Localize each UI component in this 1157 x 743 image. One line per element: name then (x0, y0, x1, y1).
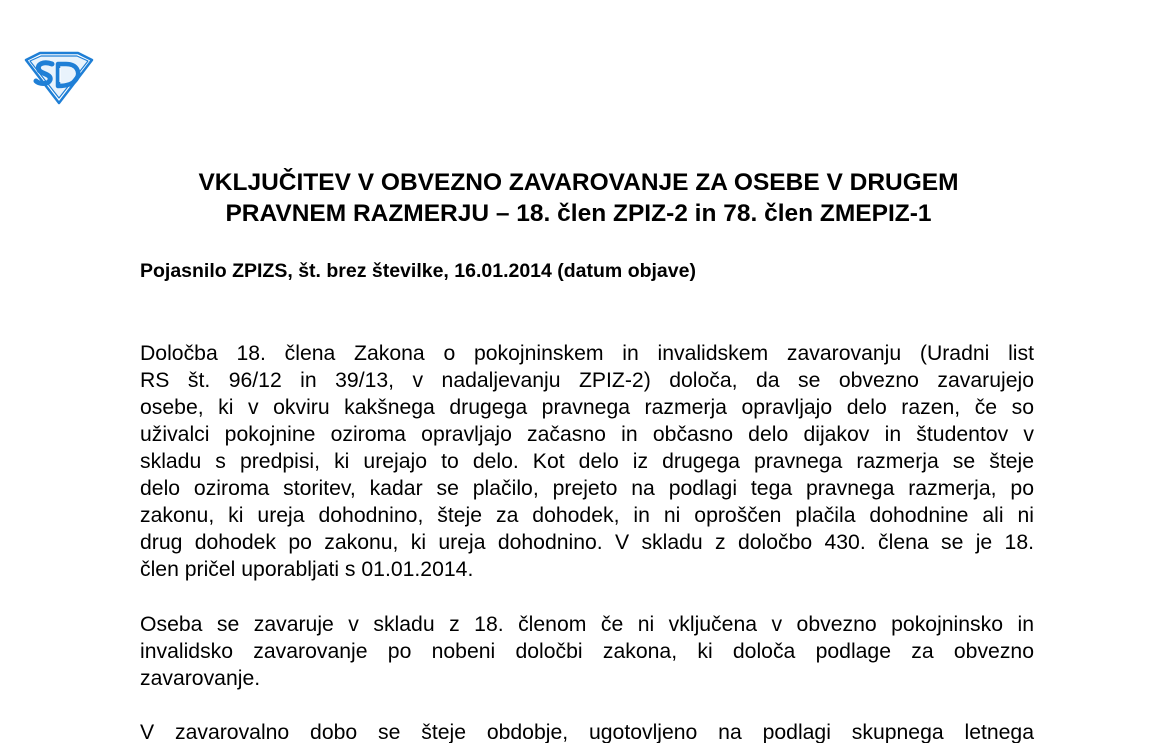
paragraph-line: invalidsko zavarovanje po nobeni določbi zakona, ki določa podlage za obvezno (140, 640, 1034, 663)
paragraph-line: drug dohodek po zakonu, ki ureja dohodnino. V skladu z določbo 430. člena se je 18. (140, 531, 1034, 554)
paragraph-line: osebe, ki v okviru kakšnega drugega pravnega razmerja opravljajo delo razen, če so (140, 396, 1034, 419)
paragraph-line: skladu s predpisi, ki urejajo to delo. Kot delo iz drugega pravnega razmerja se šteje (140, 450, 1034, 473)
title-line: PRAVNEM RAZMERJU – 18. člen ZPIZ-2 in 78. člen ZMEPIZ-1 (225, 200, 932, 227)
body-paragraph (140, 340, 1034, 583)
paragraph-line: zakonu, ki ureja dohodnino, šteje za dohodek, in ni oproščen plačila dohodnine ali ni (140, 504, 1034, 527)
paragraph-line: zavarovanje. (140, 667, 261, 690)
paragraph-line: člen pričel uporabljati s 01.01.2014. (140, 558, 474, 581)
title-line: VKLJUČITEV V OBVEZNO ZAVAROVANJE ZA OSEBE V DRUGEM (198, 169, 959, 196)
paragraph-line: RS št. 96/12 in 39/13, v nadaljevanju ZPIZ-2) določa, da se obvezno zavarujejo (140, 369, 1034, 392)
sd-shield-logo-icon (22, 50, 96, 106)
body-paragraph (140, 719, 1034, 743)
paragraph-line: V zavarovalno dobo se šteje obdobje, ugotovljeno na podlagi skupnega letnega (140, 721, 1034, 743)
document-title (120, 167, 1037, 229)
body-paragraph (140, 611, 1034, 692)
document-subtitle: Pojasnilo ZPIZS, št. brez številke, 16.01.2014 (datum objave) (140, 260, 696, 282)
paragraph-line: Določba 18. člena Zakona o pokojninskem in invalidskem zavarovanju (Uradni list (140, 342, 1034, 365)
paragraph-line: Oseba se zavaruje v skladu z 18. členom če ni vključena v obvezno pokojninsko in (140, 613, 1034, 636)
paragraph-line: uživalci pokojnine oziroma opravljajo začasno in občasno delo dijakov in študentov v (140, 423, 1034, 446)
paragraph-line: delo oziroma storitev, kadar se plačilo, prejeto na podlagi tega pravnega razmerja, po (140, 477, 1034, 500)
